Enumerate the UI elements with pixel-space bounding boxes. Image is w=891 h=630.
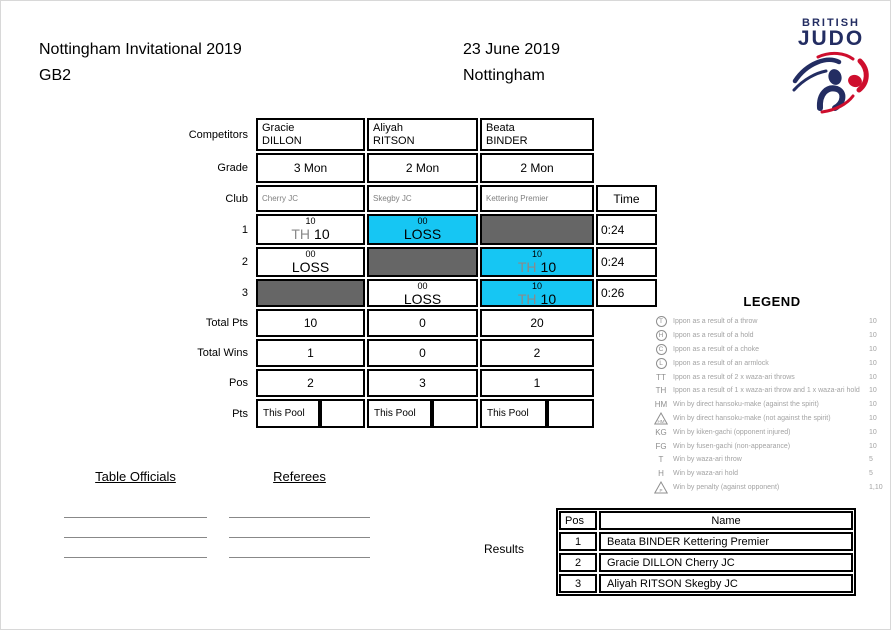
legend-row [653,398,891,412]
total-pts-cell: 0 [367,309,478,337]
row-label-grade: Grade [217,162,248,174]
competitor-last-name: DILLON [262,134,302,147]
results-header-name: Name [599,511,853,530]
round-cell-main: 10 [540,259,557,275]
pts-this-pool-label: This Pool [480,399,547,428]
round-cell [480,214,594,245]
row-label-competitors: Competitors [188,128,248,141]
code-th-label: TH [655,386,667,396]
pos-cell: 3 [367,369,478,397]
code-kg-label: KG [655,427,667,437]
legend-title: LEGEND [743,294,801,309]
result-pos: 1 [559,532,597,551]
legend-row [653,439,891,453]
row-label-club: Club [225,192,248,205]
results-label: Results [484,542,525,556]
round-cell [367,247,478,277]
code-tt-label: TT [656,372,666,382]
legend-value: 1,10 [869,483,883,491]
pts-value-cell [547,399,594,428]
club-cell: Cherry JC [256,185,365,212]
logo-text-judo: JUDO [797,27,865,50]
total-pts-cell: 20 [480,309,594,337]
circled-h-icon: H [653,330,669,341]
legend-text: Win by kiken-gachi (opponent injured) [673,428,791,436]
referees-lines [229,498,370,558]
total-wins-cell: 0 [367,339,478,367]
competitor-cell [480,118,594,151]
round-cell-code: TH [291,226,311,242]
club-cell: Skegby JC [367,185,478,212]
circled-l-icon: L [653,358,669,369]
round-cell-score: 10 [531,281,542,291]
round-cell [480,279,594,307]
british-judo-logo [789,17,873,120]
row-label-round-3: 3 [241,287,248,299]
row-label-total-pts: Total Pts [205,317,248,329]
spacer [596,339,657,367]
legend-value: 5 [869,470,873,478]
event-date: 23 June 2019 [463,41,560,58]
result-pos: 3 [559,574,597,593]
competitor-first-name: Gracie [262,121,295,134]
legend-row [653,467,891,481]
spacer [596,369,657,397]
total-pts-cell: 10 [256,309,365,337]
legend-text: Ippon as a result of 2 x waza-ari throws [673,373,795,381]
competitor-cell [367,118,478,151]
round-cell-score: 10 [531,249,542,259]
legend-row [653,425,891,439]
row-label-round-2: 2 [241,256,248,268]
code-hm-label: HM [654,400,668,410]
legend [653,294,891,494]
referees-section [229,469,370,558]
spacer [596,118,657,151]
legend-text: Win by waza-ari hold [673,470,738,478]
round-cell-score: 00 [417,281,428,291]
legend-value: 10 [869,345,877,353]
round-time-cell: 0:24 [596,214,657,245]
legend-value: 10 [869,373,877,381]
event-group: GB2 [39,67,72,84]
legend-text: Ippon as a result of a choke [673,345,759,353]
round-cell [256,279,365,307]
event-location: Nottingham [463,67,545,84]
table-officials-section [64,469,207,558]
competitor-last-name: BINDER [486,134,528,147]
signature-line [64,518,207,538]
legend-value: 5 [869,456,873,464]
competitor-cell [256,118,365,151]
legend-row [653,356,891,370]
event-date-block [463,37,560,89]
total-wins-cell: 1 [256,339,365,367]
pos-cell: 1 [480,369,594,397]
table-officials-heading: Table Officials [95,469,176,484]
judo-figure-icon [791,49,871,115]
round-cell-code: TH [517,259,537,275]
legend-row [653,453,891,467]
legend-value: 10 [869,428,877,436]
round-time-cell: 0:26 [596,279,657,307]
pts-this-pool-label: This Pool [256,399,320,428]
round-time-cell: 0:24 [596,247,657,277]
legend-text: Ippon as a result of a hold [673,332,754,340]
row-label-pts: Pts [232,407,248,420]
results-grid [559,511,853,593]
pool-table [186,118,657,428]
table-officials-lines [64,498,207,558]
row-label-pos: Pos [229,377,248,389]
legend-text: Win by direct hansoku-make (not against the spirit) [673,414,831,422]
grade-cell: 3 Mon [256,153,365,183]
round-cell-score: 00 [305,249,316,259]
legend-text: Ippon as a result of an armlock [673,359,769,367]
club-cell: Kettering Premier [480,185,594,212]
result-name: Gracie DILLON Cherry JC [599,553,853,572]
legend-value: 10 [869,442,877,450]
legend-value: 10 [869,414,877,422]
round-cell-result [404,292,441,307]
code-t-label: T [658,455,664,465]
results-header-pos: Pos [559,511,597,530]
legend-text: Win by fusen-gachi (non-appearance) [673,442,791,450]
legend-value: 10 [869,387,877,395]
svg-text:HM: HM [657,418,665,424]
pts-cell [480,399,594,428]
spacer [596,153,657,183]
round-cell-main: LOSS [403,291,442,307]
pts-this-pool-label: This Pool [367,399,432,428]
round-cell [256,247,365,277]
row-label-total-wins: Total Wins [197,347,248,359]
round-cell-main: 10 [314,226,330,242]
code-h-label: H [658,469,664,479]
legend-value: 10 [869,318,877,326]
round-cell-main: LOSS [403,226,442,242]
pts-value-cell [320,399,365,428]
grade-cell: 2 Mon [367,153,478,183]
legend-text: Ippon as a result of a throw [673,318,758,326]
round-cell-result [518,292,556,307]
legend-value: 10 [869,332,877,340]
legend-row [653,370,891,384]
triangle-hm-icon [653,412,669,425]
legend-text: Ippon as a result of 1 x waza-ari throw and 1 x waza-ari hold [673,387,860,395]
round-cell-result [291,227,329,242]
code-fg-label: FG [655,441,667,451]
legend-row [653,329,891,343]
round-cell-code: TH [517,291,537,307]
event-title: Nottingham Invitational 2019 [39,41,242,58]
round-cell-result [518,260,556,275]
legend-row [653,412,891,426]
result-name: Beata BINDER Kettering Premier [599,532,853,551]
legend-value: 10 [869,359,877,367]
referees-heading: Referees [273,469,326,484]
round-cell-result [292,260,329,275]
row-label-round-1: 1 [241,223,248,236]
circled-c-icon: C [653,344,669,355]
round-cell [367,214,478,245]
pts-value-cell [432,399,478,428]
legend-row [653,343,891,357]
spacer [596,399,657,428]
signature-line [64,538,207,558]
pos-cell: 2 [256,369,365,397]
signature-line [229,538,370,558]
event-title-block [39,37,242,89]
competitor-first-name: Beata [486,121,515,134]
result-name: Aliyah RITSON Skegby JC [599,574,853,593]
pts-cell [256,399,365,428]
legend-row [653,384,891,398]
pts-cell [367,399,478,428]
result-pos: 2 [559,553,597,572]
legend-rows [653,315,891,494]
round-cell-main: 10 [540,291,557,307]
round-cell [256,214,365,245]
results-table [556,508,856,596]
round-cell-result [404,227,441,242]
legend-row [653,481,891,495]
logo-text-british: BRITISH [802,17,860,29]
round-cell [367,279,478,307]
round-cell-score: 10 [305,216,316,226]
legend-text: Win by waza-ari throw [673,456,742,464]
total-wins-cell: 2 [480,339,594,367]
spacer [596,309,657,337]
grade-cell: 2 Mon [480,153,594,183]
round-cell-main: LOSS [291,259,330,275]
competitor-first-name: Aliyah [373,121,403,134]
legend-text: Win by direct hansoku-make (against the spirit) [673,401,819,409]
round-cell-score: 00 [417,216,428,226]
circled-t-icon: T [653,316,669,327]
round-cell [480,247,594,277]
legend-value: 10 [869,401,877,409]
legend-row [653,315,891,329]
svg-text:P: P [659,487,663,493]
legend-text: Win by penalty (against opponent) [673,483,780,491]
signature-line [229,498,370,518]
competitor-last-name: RITSON [373,134,415,147]
signature-line [229,518,370,538]
triangle-p-icon [653,481,669,494]
time-column-header: Time [596,185,657,212]
signature-line [64,498,207,518]
